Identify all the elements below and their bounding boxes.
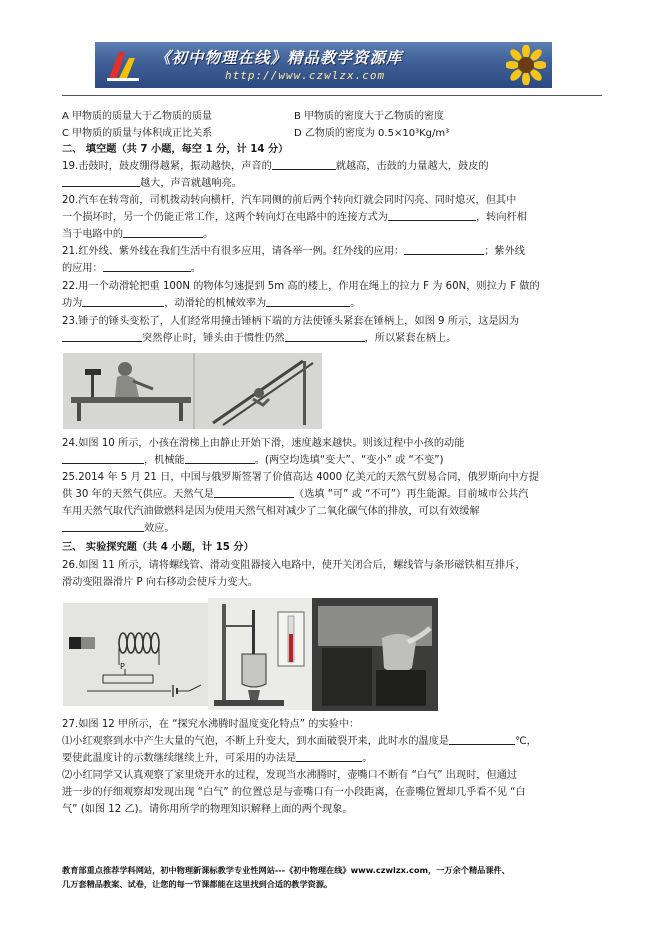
site-logo-icon: [105, 48, 141, 82]
question-25-cont2: 车用天然气取代汽油做燃料是因为使用天然气相对减少了二氧化碳气体的排放，可以有效缓解: [62, 506, 480, 517]
header-banner: [95, 42, 552, 88]
header-divider: [62, 95, 602, 96]
question-27-part2-cont2: 气” (如图 12 乙)。请你用所学的物理知识解释上面的两个现象。: [62, 804, 353, 815]
option-c: C 甲物质的质量与体积成正比关系: [62, 128, 213, 139]
blank-22-1[interactable]: [82, 296, 164, 307]
blank-22-2[interactable]: [266, 296, 350, 307]
question-20-cont: 一个损坏时，另一个仍能正常工作，这两个转向灯在电路中的连接方式为 ，转向杆相: [62, 212, 527, 223]
question-19-cont: 越大，声音就越响亮。: [62, 176, 602, 192]
question-22-cont: 功为 ，动滑轮的机械效率为 。: [62, 298, 361, 309]
figure-11-circuit: [63, 603, 220, 706]
blank-20-1[interactable]: [388, 210, 476, 221]
footer-line-2: 几万套精品教案、试卷，让您的每一节课都能在这里找到合适的教学资源。: [62, 878, 333, 889]
blank-27-1[interactable]: [449, 734, 515, 745]
blank-21-2[interactable]: [103, 261, 191, 272]
slider-label-p: P: [120, 662, 125, 671]
figure-9-10-photo: [63, 353, 322, 429]
question-25-cont3: 效应。: [62, 521, 602, 537]
blank-24-2[interactable]: [185, 453, 255, 464]
question-24: 24.如图 10 所示，小孩在滑梯上由静止开始下滑，速度越来越快。则该过程中小孩的动能: [62, 438, 465, 449]
blank-23-1[interactable]: [62, 331, 142, 342]
option-b: B 甲物质的密度大于乙物质的密度: [294, 111, 445, 122]
page-footer: [62, 864, 607, 892]
blank-25-1[interactable]: [214, 487, 294, 498]
question-25: 25.2014 年 5 月 21 日，中国与俄罗斯签署了价值高达 4000 亿美元的天然气贸易合同，俄罗斯向中方提: [62, 472, 539, 483]
blank-23-2[interactable]: [285, 331, 365, 342]
question-27-part1-cont: 要使此温度计的示数继续继续上升，可采用的办法是 。: [62, 753, 373, 764]
blank-20-2[interactable]: [123, 227, 203, 238]
question-26-cont: 滑动变阻器滑片 P 向右移动会使斥力变大。: [62, 577, 258, 588]
question-20: 20.汽车在转弯前，司机拨动转向横杆，汽车同侧的前后两个转向灯就会同时闪亮、同时熄灭，但其中: [62, 195, 517, 206]
blank-27-2[interactable]: [296, 751, 362, 762]
question-19: 19.击鼓时，鼓皮绷得越紧，振动越快，声音的 就越高，击鼓的力量越大，鼓皮的: [62, 161, 489, 172]
question-26: 26.如图 11 所示，请将螺线管、滑动变阻器接入电路中，使开关闭合后，螺线管与条形磁铁相互排斥，: [62, 560, 526, 571]
question-20-cont2: 当于电路中的 。: [62, 229, 214, 240]
section-3-title: 三、 实验探究题（共 4 小题，计 15 分）: [62, 542, 254, 553]
question-25-cont: 供 30 年的天然气供应。天然气是 （选填 “可” 或 “不可”）再生能源。目前城市公共汽: [62, 489, 529, 500]
sunflower-icon: [506, 45, 546, 85]
question-22: 22.用一个动滑轮把重 100N 的物体匀速提到 5m 高的楼上，作用在绳上的拉力 F 为 60N，则拉力 F 做的: [62, 281, 540, 292]
question-27: 27.如图 12 甲所示，在 “探究水沸腾时温度变化特点” 的实验中：: [62, 719, 360, 730]
option-d: D 乙物质的密度为 0.5×10³Kg/m³: [294, 128, 450, 139]
figure-12a-apparatus: [208, 598, 318, 710]
figure-12b-kettle-photo: [312, 598, 438, 711]
blank-19-2[interactable]: [62, 176, 140, 187]
question-27-part2-cont: 进一步的仔细观察却发现出现 “白气” 的位置总是与壶嘴口有一小段距离，在壶嘴位置却几乎看不见 “白: [62, 787, 526, 798]
header-title: 《初中物理在线》精品教学资源库: [155, 48, 403, 67]
question-23: 23.锤子的锤头变松了，人们经常用撞击锤柄下端的方法使锤头紧套在锤柄上，如图 9 所示，这是因为: [62, 316, 520, 327]
header-url: http://www.czwlzx.com: [225, 69, 386, 82]
blank-25-2[interactable]: [62, 521, 144, 532]
question-27-part2: ⑵小红同学又认真观察了家里烧开水的过程，发现当水沸腾时，壶嘴口不断有 “白气” 出现时，但通过: [62, 770, 518, 781]
option-a: A 甲物质的质量大于乙物质的质量: [62, 111, 213, 122]
question-23-cont: 突然停止时，锤头由于惯性仍然 ，所以紧套在柄上。: [62, 331, 602, 347]
blank-24-1[interactable]: [62, 453, 144, 464]
question-21-cont: 的应用： 。: [62, 263, 201, 274]
question-21: 21.红外线、紫外线在我们生活中有很多应用，请各举一例。红外线的应用： ；紫外线: [62, 246, 525, 257]
section-2-title: 二、 填空题（共 7 小题，每空 1 分，计 14 分）: [62, 144, 289, 155]
question-27-part1: ⑴小红观察到水中产生大量的气泡，不断上升变大，到水面破裂开来，此时水的温度是 ℃，: [62, 736, 537, 747]
blank-21-1[interactable]: [404, 244, 484, 255]
question-24-cont: ，机械能 。(两空均选填“变大”、“变小” 或 “不变”): [62, 453, 602, 469]
footer-line-1: 教育部重点推荐学科网站，初中物理新课标教学专业性网站---《初中物理在线》www.czwlzx.com，一万余个精品课件、: [62, 865, 510, 875]
blank-19-1[interactable]: [272, 159, 336, 170]
